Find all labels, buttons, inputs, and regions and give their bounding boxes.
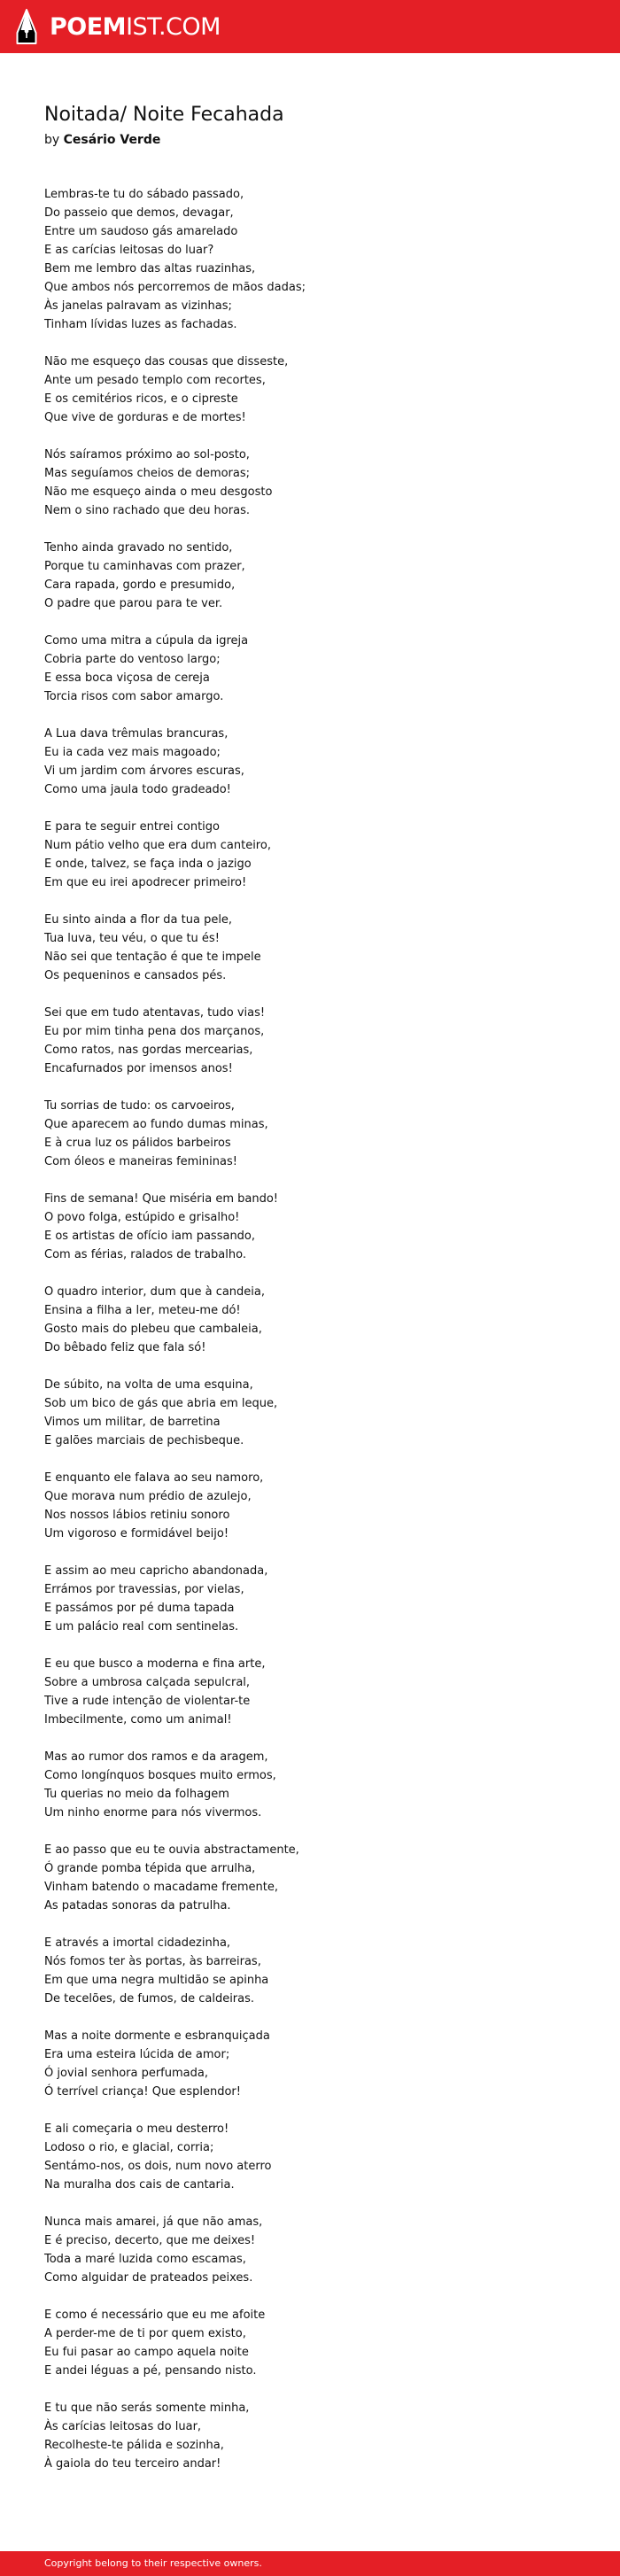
poem-line: Em que uma negra multidão se apinha bbox=[44, 1974, 269, 1987]
poem-line: De súbito, na volta de uma esquina, bbox=[44, 1378, 253, 1392]
poem-line: Tive a rude intenção de violentar-te bbox=[44, 1695, 251, 1708]
poem-line: E essa boca viçosa de cereja bbox=[44, 671, 210, 685]
poem-stanza bbox=[44, 911, 576, 985]
poem-line: De tecelões, de fumos, de caldeiras. bbox=[44, 1992, 255, 2006]
poem-line: E os artistas de ofício iam passando, bbox=[44, 1230, 256, 1243]
poem-line: Cara rapada, gordo e presumido, bbox=[44, 578, 236, 592]
poem-line: O povo folga, estúpido e grisalho! bbox=[44, 1211, 240, 1224]
poem-line: Um ninho enorme para nós vivermos. bbox=[44, 1806, 262, 1819]
poem-stanza bbox=[44, 1097, 576, 1171]
poem-title: Noitada/ Noite Fecahada bbox=[44, 104, 284, 126]
poem-line: Na muralha dos cais de cantaria. bbox=[44, 2178, 235, 2192]
poem-line: E galões marciais de pechisbeque. bbox=[44, 1434, 244, 1447]
poem-line: Sob um bico de gás que abria em leque, bbox=[44, 1397, 278, 1410]
poem-line: A Lua dava trêmulas brancuras, bbox=[44, 727, 229, 741]
poem-stanza bbox=[44, 2306, 576, 2380]
poem-line: Ó jovial senhora perfumada, bbox=[44, 2067, 208, 2080]
poem-line: As patadas sonoras da patrulha. bbox=[44, 1899, 231, 1913]
poem-line: Porque tu caminhavas com prazer, bbox=[44, 560, 245, 573]
poem-line: Num pátio velho que era dum canteiro, bbox=[44, 839, 271, 852]
poem-content bbox=[44, 103, 576, 2473]
poem-line: Às carícias leitosas do luar, bbox=[44, 2420, 202, 2433]
poem-line: Eu fui pasar ao campo aquela noite bbox=[44, 2346, 249, 2359]
poem-line: A perder-me de ti por quem existo, bbox=[44, 2327, 246, 2340]
poem-line: Imbecilmente, como um animal! bbox=[44, 1713, 232, 1726]
site-logo-text bbox=[50, 12, 221, 41]
poem-line: Ó grande pomba tépida que arrulha, bbox=[44, 1862, 256, 1875]
poem-line: Nós fomos ter às portas, às barreiras, bbox=[44, 1955, 261, 1968]
poem-line: Eu ia cada vez mais magoado; bbox=[44, 746, 221, 759]
poem-line: E como é necessário que eu me afoite bbox=[44, 2308, 266, 2322]
poem-line: Do passeio que demos, devagar, bbox=[44, 206, 234, 220]
poem-stanza bbox=[44, 446, 576, 520]
poem-line: Eu por mim tinha pena dos marçanos, bbox=[44, 1025, 265, 1038]
poem-line: Tu querias no meio da folhagem bbox=[44, 1788, 229, 1801]
poem-line: Os pequeninos e cansados pés. bbox=[44, 969, 227, 982]
poem-line: Mas ao rumor dos ramos e da aragem, bbox=[44, 1750, 268, 1764]
byline bbox=[44, 131, 576, 149]
poem-line: Toda a maré luzida como escamas, bbox=[44, 2253, 246, 2266]
site-logo-link[interactable] bbox=[16, 9, 221, 44]
poem-stanza bbox=[44, 1562, 576, 1636]
poem-line: E enquanto ele falava ao seu namoro, bbox=[44, 1471, 264, 1485]
poem-line: Tenho ainda gravado no sentido, bbox=[44, 541, 233, 555]
poem-line: Do bêbado feliz que fala só! bbox=[44, 1341, 206, 1354]
poem-stanza bbox=[44, 1748, 576, 1822]
poem-line: E ali começaria o meu desterro! bbox=[44, 2122, 229, 2136]
poem-line: Encafurnados por imensos anos! bbox=[44, 1062, 233, 1075]
poem-line: E através a imortal cidadezinha, bbox=[44, 1936, 231, 1950]
poem-line: Mas a noite dormente e esbranquiçada bbox=[44, 2029, 270, 2043]
poem-line: Vi um jardim com árvores escuras, bbox=[44, 764, 244, 778]
footer-bar bbox=[0, 2551, 620, 2576]
poem-line: Nem o sino rachado que deu horas. bbox=[44, 504, 250, 517]
poem-line: À gaiola do teu terceiro andar! bbox=[44, 2457, 221, 2471]
poem-line: Não sei que tentação é que te impele bbox=[44, 950, 261, 964]
poem-line: Bem me lembro das altas ruazinhas, bbox=[44, 262, 256, 275]
poem-stanza bbox=[44, 185, 576, 334]
poem-line: Como uma jaula todo gradeado! bbox=[44, 783, 231, 796]
poem-stanza bbox=[44, 353, 576, 427]
poem-stanza bbox=[44, 2399, 576, 2473]
poem-line: Não me esqueço das cousas que disseste, bbox=[44, 355, 289, 369]
poem-line: Como ratos, nas gordas mercearias, bbox=[44, 1044, 253, 1057]
poem-line: E à crua luz os pálidos barbeiros bbox=[44, 1137, 231, 1150]
poem-line: E assim ao meu capricho abandonada, bbox=[44, 1564, 268, 1578]
poem-line: O quadro interior, dum que à candeia, bbox=[44, 1285, 266, 1299]
poem-line: O padre que parou para te ver. bbox=[44, 597, 223, 610]
poem-stanza bbox=[44, 1655, 576, 1729]
author-link[interactable]: Cesário Verde bbox=[63, 133, 161, 147]
byline-prefix: by bbox=[44, 133, 60, 147]
poem-line: Entre um saudoso gás amarelado bbox=[44, 225, 238, 238]
poem-line: Nós saíramos próximo ao sol-posto, bbox=[44, 448, 250, 462]
poem-stanza bbox=[44, 632, 576, 706]
poem-line: Em que eu irei apodrecer primeiro! bbox=[44, 876, 247, 889]
poem-line: Gosto mais do plebeu que cambaleia, bbox=[44, 1323, 262, 1336]
poem-line: Como alguidar de prateados peixes. bbox=[44, 2271, 253, 2285]
poem-line: E os cemitérios ricos, e o cipreste bbox=[44, 392, 238, 406]
poem-stanza bbox=[44, 1004, 576, 1078]
poem-line: Vimos um militar, de barretina bbox=[44, 1416, 221, 1429]
poem-line: Como uma mitra a cúpula da igreja bbox=[44, 634, 249, 648]
poem-line: Não me esqueço ainda o meu desgosto bbox=[44, 485, 273, 499]
poem-line: E é preciso, decerto, que me deixes! bbox=[44, 2234, 256, 2247]
poem-stanza bbox=[44, 2213, 576, 2287]
poem-stanza bbox=[44, 539, 576, 613]
pen-nib-icon bbox=[16, 9, 37, 44]
copyright-notice: Copyright belong to their respective owners. bbox=[44, 2557, 262, 2569]
poem-line: Que morava num prédio de azulejo, bbox=[44, 1490, 252, 1503]
logo-text-light: IST.COM bbox=[126, 12, 221, 41]
top-bar bbox=[0, 0, 620, 53]
poem-line: Ó terrível criança! Que esplendor! bbox=[44, 2085, 241, 2099]
poem-stanza bbox=[44, 1841, 576, 1915]
poem-stanza bbox=[44, 725, 576, 799]
poem-line: Tua luva, teu véu, o que tu és! bbox=[44, 932, 220, 945]
poem-line: Recolheste-te pálida e sozinha, bbox=[44, 2439, 224, 2452]
poem-line: E tu que não serás somente minha, bbox=[44, 2401, 250, 2415]
poem-stanza bbox=[44, 1469, 576, 1543]
poem-stanza bbox=[44, 1190, 576, 1264]
poem-stanza bbox=[44, 818, 576, 892]
poem-line: Com as férias, ralados de trabalho. bbox=[44, 1248, 246, 1261]
poem-line: Ante um pesado templo com recortes, bbox=[44, 374, 266, 387]
poem-body bbox=[44, 185, 576, 2473]
poem-line: E onde, talvez, se faça inda o jazigo bbox=[44, 857, 252, 871]
poem-line: Eu sinto ainda a flor da tua pele, bbox=[44, 913, 233, 927]
poem-line: Que vive de gorduras e de mortes! bbox=[44, 411, 246, 424]
poem-line: E para te seguir entrei contigo bbox=[44, 820, 220, 834]
poem-line: E andei léguas a pé, pensando nisto. bbox=[44, 2364, 257, 2378]
poem-line: Tinham lívidas luzes as fachadas. bbox=[44, 318, 237, 331]
poem-line: Um vigoroso e formidável beijo! bbox=[44, 1527, 229, 1540]
poem-stanza bbox=[44, 2027, 576, 2101]
poem-line: E ao passo que eu te ouvia abstractamente, bbox=[44, 1843, 299, 1857]
poem-line: Lodoso o rio, e glacial, corria; bbox=[44, 2141, 214, 2154]
poem-line: Que ambos nós percorremos de mãos dadas; bbox=[44, 281, 306, 294]
poem-line: Como longínquos bosques muito ermos, bbox=[44, 1769, 276, 1782]
poem-line: E passámos por pé duma tapada bbox=[44, 1602, 235, 1615]
poem-line: Lembras-te tu do sábado passado, bbox=[44, 188, 244, 201]
logo-text-bold: POEM bbox=[50, 12, 127, 41]
poem-line: Torcia risos com sabor amargo. bbox=[44, 690, 224, 703]
poem-line: Sobre a umbrosa calçada sepulcral, bbox=[44, 1676, 251, 1689]
poem-line: Nunca mais amarei, já que não amas, bbox=[44, 2215, 263, 2229]
poem-line: Com óleos e maneiras femininas! bbox=[44, 1155, 237, 1168]
poem-line: Fins de semana! Que miséria em bando! bbox=[44, 1192, 278, 1206]
poem-line: E um palácio real com sentinelas. bbox=[44, 1620, 239, 1633]
poem-line: Nos nossos lábios retiniu sonoro bbox=[44, 1509, 230, 1522]
poem-line: Ensina a filha a ler, meteu-me dó! bbox=[44, 1304, 241, 1317]
poem-stanza bbox=[44, 1376, 576, 1450]
poem-line: Que aparecem ao fundo dumas minas, bbox=[44, 1118, 268, 1131]
poem-stanza bbox=[44, 1283, 576, 1357]
poem-line: Sentámo-nos, os dois, num novo aterro bbox=[44, 2160, 272, 2173]
poem-line: Tu sorrias de tudo: os carvoeiros, bbox=[44, 1099, 235, 1113]
poem-line: Era uma esteira lúcida de amor; bbox=[44, 2048, 230, 2061]
poem-line: Cobria parte do ventoso largo; bbox=[44, 653, 221, 666]
poem-line: Vinham batendo o macadame fremente, bbox=[44, 1881, 278, 1894]
poem-line: Sei que em tudo atentavas, tudo vias! bbox=[44, 1006, 266, 1020]
poem-stanza bbox=[44, 1934, 576, 2008]
poem-line: E eu que busco a moderna e fina arte, bbox=[44, 1657, 266, 1671]
poem-line: Às janelas palravam as vizinhas; bbox=[44, 299, 232, 313]
poem-line: Mas seguíamos cheios de demoras; bbox=[44, 467, 251, 480]
poem-line: E as carícias leitosas do luar? bbox=[44, 244, 214, 257]
poem-line: Errámos por travessias, por vielas, bbox=[44, 1583, 244, 1596]
poem-stanza bbox=[44, 2120, 576, 2194]
